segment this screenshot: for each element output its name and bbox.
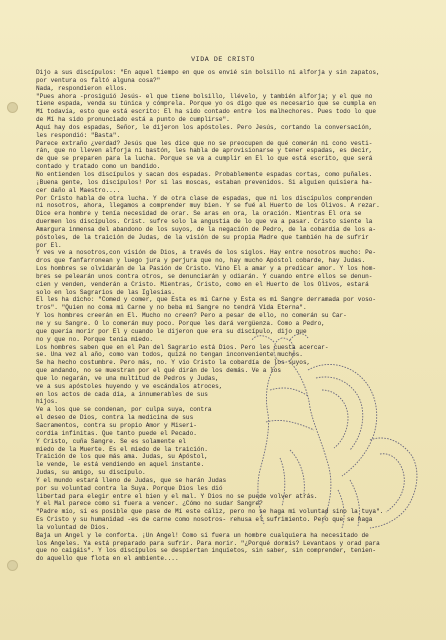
- text-line: Mí todavía, esto que está escrito: El ha sido contado entre los malhechores. Pues todo lo que: [36, 108, 377, 116]
- text-line: por El.: [36, 241, 62, 249]
- text-line: cordia infinitas. Que tanto puede el Pecado.: [36, 429, 197, 437]
- text-line: Y los hombres creerán en El. Mucho no creen? Pero a pesar de ello, no comerán su Car-: [36, 312, 347, 320]
- text-line: póstoles, de la traición de Judas, de la visión de su propia Madre que también ha de sufrir: [36, 233, 369, 241]
- text-line: ve a sus apóstoles huyendo y ve escándalos atroces,: [36, 382, 223, 390]
- text-line: la voluntad de Dios.: [36, 523, 110, 531]
- text-line: Los hombres saben que en el Pan del Sagrario está Dios. Pero les cuesta acercar-: [36, 343, 329, 351]
- text-line: Es Cristo y su humanidad -es de carne como nosotros- rehusa el sufrimiento. Pero que se haga: [36, 516, 373, 524]
- text-line: tros". "Quien no coma mi Carne y no beba mi Sangre no tendrá Vida Eterna".: [36, 304, 307, 312]
- text-line: los Angeles. Ya está preparado para sufrir. Para morir. "¿Porqué dormís? Levantaos y orad para: [36, 539, 380, 547]
- text-line: miedo de la Muerte. Es el miedo de la traición.: [36, 445, 208, 453]
- text-line: les respondió: "Basta".: [36, 131, 121, 139]
- text-line: Sacramentos, contra su propio Amor y Miseri-: [36, 421, 197, 429]
- text-line: Ve a los que se condenan, por culpa suya, contra: [36, 406, 212, 414]
- text-line: Aquí hay dos espadas, Señor, le dijeron los apóstoles. Pero Jesús, cortando la conversación,: [36, 123, 373, 131]
- text-line: Traición de los que más ama. Judas, su Apóstol,: [36, 453, 208, 461]
- text-line: le vende, le está vendiendo en aquel instante.: [36, 461, 205, 469]
- text-line: Y el mundo estará lleno de Judas, que se harán Judas: [36, 476, 227, 484]
- text-line: Judas, su amigo, su discípulo.: [36, 469, 146, 477]
- text-line: por su voluntad contra la Suya. Porque Dios les dió: [36, 484, 223, 492]
- text-line: duermen los discípulos. Crist. sufre solo la angustia de lo que va a pasar. Cristo siente la: [36, 218, 373, 226]
- text-line: que andando, no se muestran por el qué dirán de los demás. Ve a los: [36, 367, 282, 375]
- text-line: "Padre mío, si es posible que pase de Mí este cáliz, pero no se haga mi voluntad sino la tuya".: [36, 508, 384, 516]
- text-line: Parece extraño ¿verdad? Jesús que les dice que no se preocupen de qué comerán ni cono vesti-: [36, 139, 373, 147]
- text-line: de Mí ha sido pronunciado está a punto de cumplirse".: [36, 116, 230, 124]
- text-line: do aquello que flota en el ambiente....: [36, 555, 179, 563]
- angel-illustration-icon: [230, 330, 430, 530]
- text-line: no y que no. Porque tenía miedo.: [36, 335, 154, 343]
- text-line: por ventura os faltó alguna cosa?": [36, 76, 161, 84]
- text-line: tiene espada, venda su túnica y cómprela. Porque yo os digo que es necesario que se cumpla en: [36, 100, 377, 108]
- text-line: solo en los Sagrarios de las Iglesias.: [36, 288, 175, 296]
- text-line: Y el Mal parece como si fuera a vencer. ¿Cómo no sudar Sangre?: [36, 500, 263, 508]
- text-line: el deseo de Dios, contra la medicina de sus: [36, 414, 194, 422]
- text-line: ne y su Sangre. O lo comerán muy poco. Porque les dará vergüenza. Como a Pedro,: [36, 320, 325, 327]
- text-line: se. Una vez al año, como van todos, quizá no tengan inconveniente muchos.: [36, 351, 303, 359]
- text-line: Nada, respondieron ellos.: [36, 84, 128, 92]
- text-line: rán, que no lleven alforja ni bastón, les habla de aprovisionarse y tener espadas, es decir,: [36, 147, 373, 155]
- text-line: Dijo a sus discípulos: "En aquel tiempo en que os envié sin bolsillo ni alforja y sin zapatos,: [36, 69, 380, 76]
- text-line: que lo negarán, ve una multitud de Pedros y Judas,: [36, 374, 219, 382]
- text-line: contado y tratado como un bandido.: [36, 163, 161, 171]
- text-line: "Pues ahora -prosiguió Jesús- el que tiene bolsillo, llévelo, y también alforja; y el que no: [36, 92, 373, 100]
- document-title: VIDA DE CRISTO: [191, 56, 255, 63]
- text-line: Baja un Angel y le conforta. ¡Un Angel! Como si fuera un hombre cualquiera ha necesitado de: [36, 531, 369, 539]
- text-line: que quería morir por El y cuando le dijeron que era su discípulo, dijo que: [36, 327, 307, 335]
- text-line: que no caigáis". Y los discípulos se despiertan inquietos, sin saber, sin comprender, tenien-: [36, 547, 377, 555]
- text-line: de que se preparen para la lucha. Porque se va a cumplir en El lo que está escrito, que será: [36, 155, 373, 163]
- text-line: hijos.: [36, 398, 58, 406]
- text-line: en los actos de cada día, a innumerables de sus: [36, 390, 208, 398]
- text-line: ¡Buena gente, los discípulos! Por si las moscas, estaban prevenidos. Si alguien quisiera ha-: [36, 178, 373, 186]
- text-line: Y ves ve a nosotros,con visión de Dios, a través de los siglos. Hay entre nosotros mucho: Pe-: [36, 249, 377, 257]
- text-line: cer daño al Maestro....: [36, 186, 121, 194]
- text-line: Dice era hombre y tenía necesidad de orar. Se aras en ora, la oración. Mientras El ora se: [36, 210, 362, 218]
- punch-hole: [7, 102, 18, 113]
- text-line: Los hombres se olvidarán de la Pasión de Cristo. Vino El a amar y a predicar amor. Y los hom-: [36, 265, 377, 273]
- text-line: libertad para elegir entre el bien y el mal. Y Dios no se puede volver atrás.: [36, 492, 318, 500]
- text-line: bres se pelearán unos contra otros, se denunciarán y odiarán. Y cuando entre ellos se denun-: [36, 272, 373, 280]
- punch-hole: [7, 560, 18, 571]
- text-line: Se ha hecho costumbre. Pero más, no. Y vio Cristo la cobardía de los suyos,: [36, 359, 311, 367]
- text-line: Y Cristo, cuña Sangre. Se es solamente el: [36, 437, 186, 445]
- text-line: cien y venden, venderán a Cristo. Mientras, Cristo, como en el Huerto de los Olivos, estará: [36, 280, 369, 288]
- text-line: No entienden los discípulos y sacan dos espadas. Probablemente espadas cortas, como puñales.: [36, 170, 373, 178]
- text-line: Por Cristo habla de otra lucha. Y de otra clase de espadas, que ni los discípulos comprenden: [36, 194, 373, 202]
- text-line: El les ha dicho: "Comed y comer, que Esta es mi Carne y Esta es mi Sangre derramada por voso-: [36, 296, 377, 304]
- text-line: ni nosotros, ahora, llegamos a comprender muy bien. Y se fué al Huerto de los Olivos. A rezar.: [36, 202, 380, 210]
- text-line: Amargura inmensa del abandono de los suyos, de la negación de Pedro, de la cobardía de los a-: [36, 225, 377, 233]
- text-line: dros que fanfarronean y luego jura y perjura que no, hay mucho Apóstol cobarde, hay Judas.: [36, 257, 366, 265]
